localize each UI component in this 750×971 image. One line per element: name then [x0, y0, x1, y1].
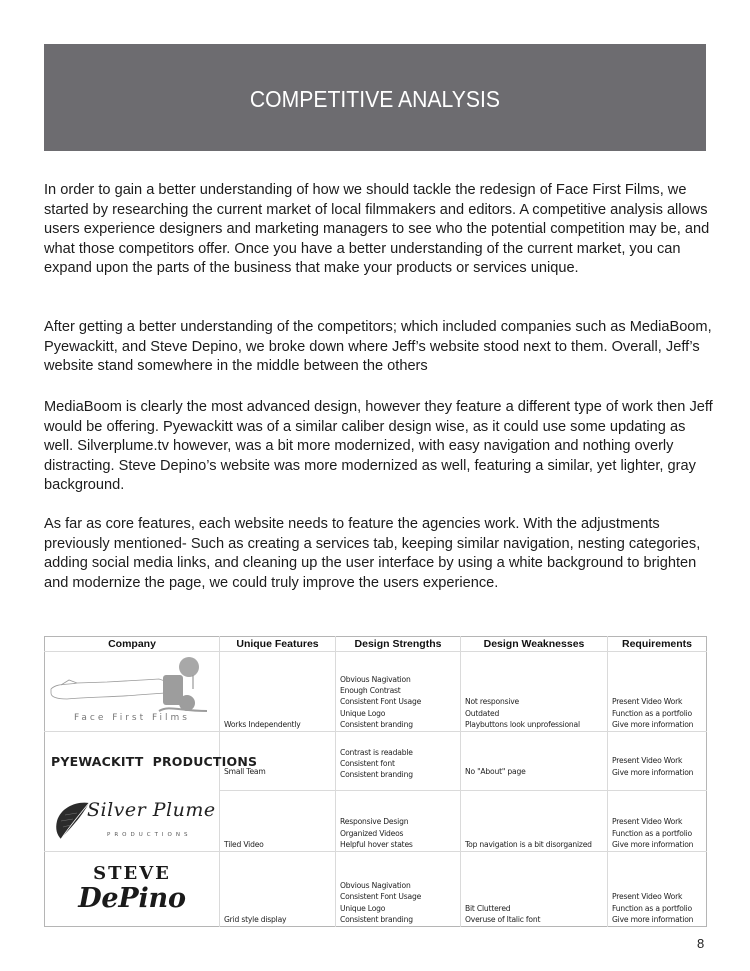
- cell-line: Small Team: [224, 766, 266, 776]
- paragraph-text: As far as core features, each website needs to feature the agencies work. With the adjustments previously mentioned- Such as creating a services tab, keeping similar navigation, nesting categories, adding social media links, and cleaning up the user interface by using a white background to brighten and modernize the page, we could truly improve the users experience.: [44, 516, 701, 591]
- comparison-paragraph: [44, 398, 716, 496]
- cell-line: Give more information: [612, 914, 694, 924]
- cell-line: Consistent branding: [340, 719, 413, 729]
- cell-line: Consistent branding: [340, 914, 413, 924]
- logo-text: STEVE: [93, 863, 171, 884]
- table-row: [45, 732, 707, 791]
- cell-line: Obvious Nagivation: [340, 674, 411, 684]
- paragraph-text: MediaBoom is clearly the most advanced design, however they feature a different type of work then Jeff would be offering. Pyewackitt was of a similar caliber design wise, as it could use some updating as well. Silverplume.tv however, was a bit more modernized, with easy navigation and nothing overly distracting. Steve Depino’s website was more modernized as well, featuring a similar, yet lighter, gray background.: [44, 399, 713, 493]
- cell-line: Present Video Work: [612, 817, 683, 827]
- requirements-cell: [608, 652, 707, 732]
- logo-script-text: DePino: [78, 883, 186, 914]
- requirements-cell: [608, 791, 707, 852]
- page-number: 8: [697, 936, 705, 951]
- column-header-design-strengths: Design Strengths: [336, 637, 461, 652]
- cell-line: Present Video Work: [612, 756, 683, 766]
- cell-line: No "About" page: [465, 766, 526, 776]
- cell-line: Top navigation is a bit disorganized: [465, 839, 592, 849]
- pyewackitt-productions-logo: PYEWACKITT PRODUCTIONS: [51, 753, 258, 769]
- cell-line: Consistent Font Usage: [340, 892, 422, 902]
- cell-line: Present Video Work: [612, 697, 683, 707]
- competitors-paragraph: [44, 318, 716, 377]
- cell-line: Function as a portfolio: [612, 708, 692, 718]
- unique-features-cell: [220, 852, 336, 927]
- paragraph-text: After getting a better understanding of the competitors; which included companies such as MediaBoom, Pyewackitt, and Steve Depino, we broke down where Jeff’s website stood next to them. Overall, Jeff’s website stand somewhere in the middle between the others: [44, 319, 712, 374]
- design-weaknesses-cell: [461, 791, 608, 852]
- table-row: [45, 852, 707, 927]
- design-weaknesses-cell: [461, 732, 608, 791]
- cell-line: Tiled Video: [224, 839, 264, 849]
- cell-line: Unique Logo: [340, 903, 386, 913]
- silver-plume-productions-logo: [45, 797, 219, 845]
- cell-line: Playbuttons look unprofessional: [465, 719, 580, 729]
- cell-line: Consistent font: [340, 758, 395, 768]
- intro-paragraph: [44, 181, 716, 279]
- cell-line: Present Video Work: [612, 892, 683, 902]
- cell-line: Unique Logo: [340, 708, 386, 718]
- design-strengths-cell: [336, 791, 461, 852]
- cell-line: Helpful hover states: [340, 839, 413, 849]
- cell-line: Function as a portfolio: [612, 828, 692, 838]
- cell-line: Function as a portfolio: [612, 903, 692, 913]
- cell-line: Give more information: [612, 719, 694, 729]
- company-cell: [45, 852, 220, 927]
- company-cell: [45, 652, 220, 732]
- logo-script-text: Silver Plume: [87, 798, 216, 821]
- column-header-company: Company: [45, 637, 220, 652]
- cell-line: Not responsive: [465, 697, 520, 707]
- person-lying-icon: [47, 653, 217, 715]
- cell-line: Responsive Design: [340, 817, 409, 827]
- column-header-design-weaknesses: Design Weaknesses: [461, 637, 608, 652]
- requirements-cell: [608, 732, 707, 791]
- header-banner: [44, 44, 706, 151]
- unique-features-cell: [220, 791, 336, 852]
- design-weaknesses-cell: [461, 652, 608, 732]
- design-strengths-cell: [336, 732, 461, 791]
- requirements-cell: [608, 852, 707, 927]
- cell-line: Overuse of Italic font: [465, 914, 541, 924]
- cell-line: Works Independently: [224, 719, 301, 729]
- logo-subtext: PRODUCTIONS: [107, 831, 192, 838]
- cell-line: Contrast is readable: [340, 747, 413, 757]
- table-header-row: [45, 637, 707, 652]
- column-header-requirements: Requirements: [608, 637, 707, 652]
- company-cell: [45, 791, 220, 852]
- cell-line: Consistent branding: [340, 770, 413, 780]
- cell-line: Consistent Font Usage: [340, 697, 422, 707]
- design-strengths-cell: [336, 652, 461, 732]
- cell-line: Bit Cluttered: [465, 903, 511, 913]
- table-row: [45, 652, 707, 732]
- competitive-analysis-table: [44, 636, 707, 927]
- page-title: COMPETITIVE ANALYSIS: [249, 86, 501, 112]
- paragraph-text: In order to gain a better understanding of how we should tackle the redesign of Face First Films, we started by researching the current market of local filmmakers and editors. A competitive analysis allows users experience designers and marketing managers to see who the potential competition may be, and what those competitors offer. Once you have a better understanding of the current market, you can expand upon the parts of the business that make your products or services unique.: [44, 182, 710, 276]
- face-first-films-logo: [47, 653, 217, 731]
- cell-line: Give more information: [612, 839, 694, 849]
- cell-line: Enough Contrast: [340, 686, 401, 696]
- column-header-unique-features: Unique Features: [220, 637, 336, 652]
- cell-line: Outdated: [465, 708, 500, 718]
- core-features-paragraph: [44, 515, 716, 593]
- unique-features-cell: [220, 652, 336, 732]
- cell-line: Obvious Nagivation: [340, 881, 411, 891]
- logo-text: Face First Films: [74, 713, 190, 724]
- design-strengths-cell: [336, 852, 461, 927]
- design-weaknesses-cell: [461, 852, 608, 927]
- cell-line: Grid style display: [224, 914, 287, 924]
- steve-depino-logo: [45, 864, 219, 914]
- cell-line: Organized Videos: [340, 828, 404, 838]
- table-row: [45, 791, 707, 852]
- cell-line: Give more information: [612, 767, 694, 777]
